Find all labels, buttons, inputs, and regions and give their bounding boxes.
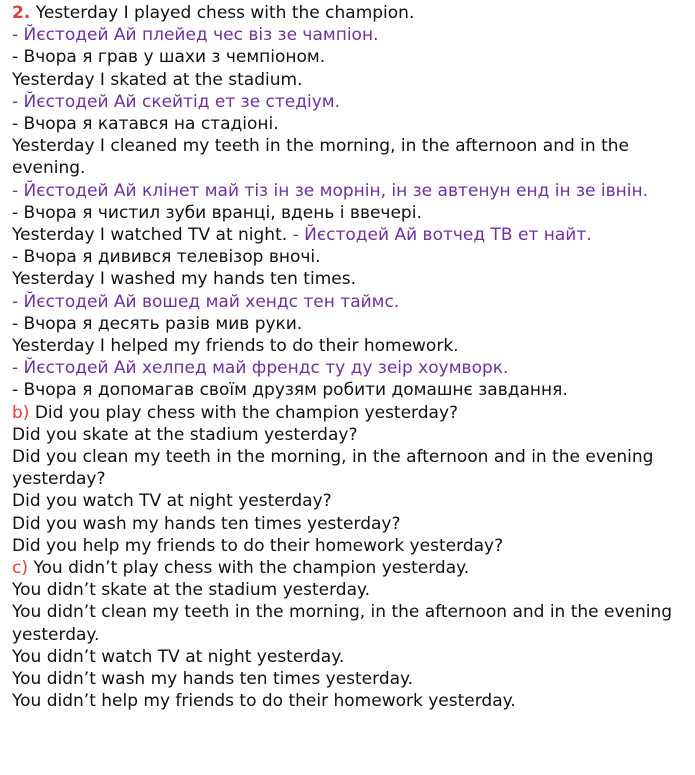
question-6: Did you help my friends to do their homework yesterday? [12,535,504,556]
question-3: Did you clean my teeth in the morning, in the afternoon and in the evening yesterday? [12,447,654,490]
section-b-marker: b) [12,402,30,423]
item-3-transcription: - Йєстодей Ай клінет май тіз ін зе морнін, ін зе автенун енд ін зе івнін. [12,180,649,201]
question-text: Did you play chess with the champion yesterday? [34,402,459,423]
negative-4: You didn’t watch TV at night yesterday. [12,646,345,667]
question-5: Did you wash my hands ten times yesterday? [12,513,401,534]
negative-1 [12,557,688,579]
sentence-en: Yesterday I watched TV at night. [12,225,288,246]
sentence-en: Yesterday I played chess with the champion. [35,3,415,23]
item-4-translation: - Вчора я дивився телевізор вночі. [12,247,321,268]
item-6-translation: - Вчора я допомагав своїм друзям робити домашнє завдання. [12,380,568,401]
item-1-transcription: - Йєстодей Ай плейед чес віз зе чампіон. [12,25,379,46]
negative-5: You didn’t wash my hands ten times yesterday. [12,669,414,690]
item-5-translation: - Вчора я десять разів мив руки. [12,313,303,334]
exercise-number: 2. [12,3,31,23]
item-1-translation: - Вчора я грав у шахи з чемпіоном. [12,47,326,68]
exercise-document [12,2,688,713]
question-2: Did you skate at the stadium yesterday? [12,424,358,445]
negative-6: You didn’t help my friends to do their homework yesterday. [12,691,516,712]
item-6-transcription: - Йєстодей Ай хелпед май френдс ту ду зеір хоумворк. [12,358,509,379]
item-2-transcription: - Йєстодей Ай скейтід ет зе стедіум. [12,91,341,112]
negative-text: You didn’t play chess with the champion yesterday. [33,558,470,579]
item-1-english [12,2,688,24]
item-5-transcription: - Йєстодей Ай вошед май хендс тен таймс. [12,291,400,312]
item-4-english [12,224,688,246]
section-c-marker: c) [12,558,28,579]
question-4: Did you watch TV at night yesterday? [12,491,332,512]
negative-3: You didn’t clean my teeth in the morning, in the afternoon and in the evening yesterday. [12,602,673,645]
item-3-translation: - Вчора я чистил зуби вранці, вдень і ввечері. [12,202,422,223]
item-5-english: Yesterday I washed my hands ten times. [12,269,356,290]
item-2-english: Yesterday I skated at the stadium. [12,69,303,90]
negative-2: You didn’t skate at the stadium yesterday. [12,580,371,601]
item-6-english: Yesterday I helped my friends to do their homework. [12,336,459,357]
item-3-english: Yesterday I cleaned my teeth in the morning, in the afternoon and in the evening. [12,136,629,179]
question-1 [12,402,688,424]
item-4-transcription: - Йєстодей Ай вотчед ТВ ет найт. [292,225,592,246]
item-2-translation: - Вчора я катався на стадіоні. [12,114,279,135]
